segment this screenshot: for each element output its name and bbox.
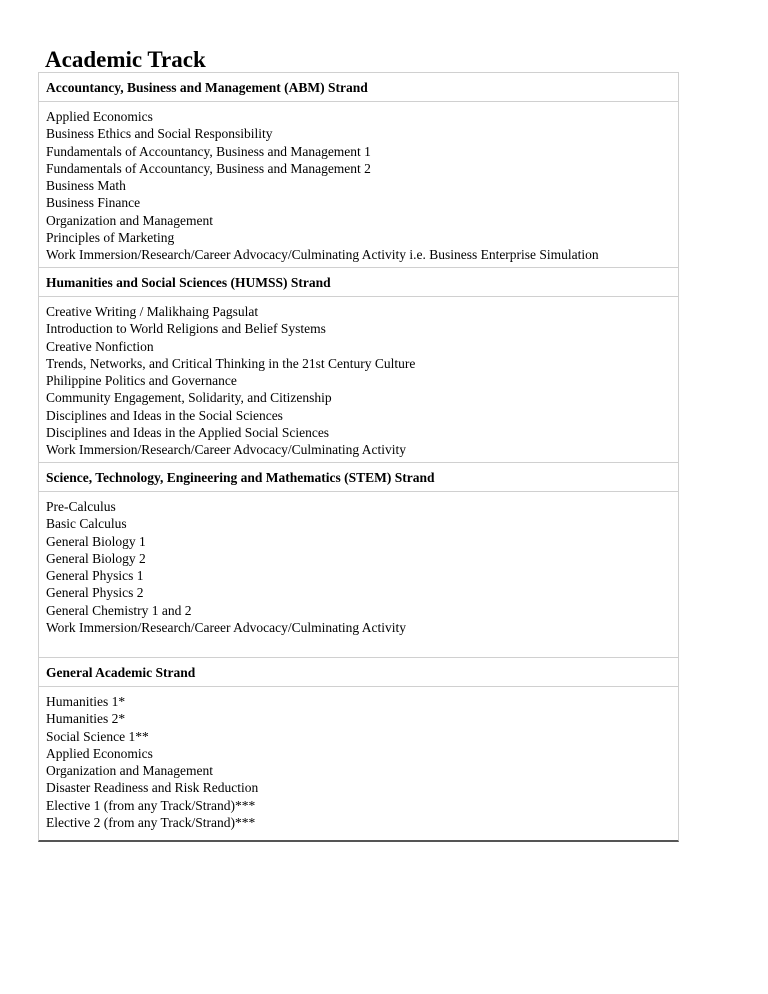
- subject-item: Elective 2 (from any Track/Strand)***: [46, 815, 256, 831]
- strand-header-abm: Accountancy, Business and Management (ABM) Strand: [39, 73, 678, 102]
- subject-list-gas: [39, 687, 678, 840]
- page-title: Academic Track: [45, 47, 206, 72]
- subject-item: Organization and Management: [46, 763, 213, 779]
- subject-item: Trends, Networks, and Critical Thinking in the 21st Century Culture: [46, 355, 416, 371]
- subject-item: Disciplines and Ideas in the Social Sciences: [46, 407, 283, 423]
- subject-item: Fundamentals of Accountancy, Business and Management 2: [46, 160, 371, 176]
- strand-header-stem: Science, Technology, Engineering and Mathematics (STEM) Strand: [39, 463, 678, 492]
- strand-humss: [39, 268, 678, 463]
- subject-list-humss: [39, 297, 678, 463]
- subject-item: Humanities 2*: [46, 711, 126, 727]
- strand-gas: [39, 658, 678, 840]
- subject-item: General Chemistry 1 and 2: [46, 602, 192, 618]
- subject-item: Elective 1 (from any Track/Strand)***: [46, 797, 256, 813]
- subject-item: Creative Writing / Malikhaing Pagsulat: [46, 304, 259, 319]
- subject-item: Creative Nonfiction: [46, 338, 154, 354]
- subject-item: Pre-Calculus: [46, 499, 116, 514]
- subject-item: Philippine Politics and Governance: [46, 373, 237, 389]
- subject-item: Community Engagement, Solidarity, and Citizenship: [46, 390, 332, 406]
- subject-item: General Physics 2: [46, 585, 144, 601]
- subject-item: Fundamentals of Accountancy, Business and Management 1: [46, 143, 371, 159]
- strand-header-humss: Humanities and Social Sciences (HUMSS) Strand: [39, 268, 678, 297]
- subject-item: Organization and Management: [46, 212, 213, 228]
- subject-item: Applied Economics: [46, 745, 153, 761]
- subject-list-stem: [39, 492, 678, 658]
- subject-item: Work Immersion/Research/Career Advocacy/Culminating Activity: [46, 620, 406, 636]
- subject-item: Principles of Marketing: [46, 230, 175, 246]
- curriculum-table: [38, 72, 679, 842]
- strand-abm: [39, 73, 678, 268]
- subject-item: Social Science 1**: [46, 728, 149, 744]
- subject-item: Introduction to World Religions and Belief Systems: [46, 321, 326, 337]
- subject-item: Disaster Readiness and Risk Reduction: [46, 780, 259, 796]
- subject-item: Business Math: [46, 178, 126, 194]
- subject-item: Applied Economics: [46, 109, 153, 124]
- strand-stem: [39, 463, 678, 658]
- subject-item: General Biology 1: [46, 533, 146, 549]
- subject-item: Disciplines and Ideas in the Applied Social Sciences: [46, 425, 330, 441]
- subject-item: General Physics 1: [46, 568, 144, 584]
- subject-item: Humanities 1*: [46, 694, 126, 709]
- subject-item: Business Ethics and Social Responsibility: [46, 126, 273, 142]
- subject-item: Business Finance: [46, 195, 141, 211]
- subject-item: Basic Calculus: [46, 516, 127, 532]
- subject-item: Work Immersion/Research/Career Advocacy/Culminating Activity: [46, 442, 406, 458]
- subject-item: General Biology 2: [46, 550, 146, 566]
- strand-header-gas: General Academic Strand: [39, 658, 678, 687]
- subject-list-abm: [39, 102, 678, 268]
- subject-item: Work Immersion/Research/Career Advocacy/Culminating Activity i.e. Business Enterprise Simulation: [46, 247, 599, 263]
